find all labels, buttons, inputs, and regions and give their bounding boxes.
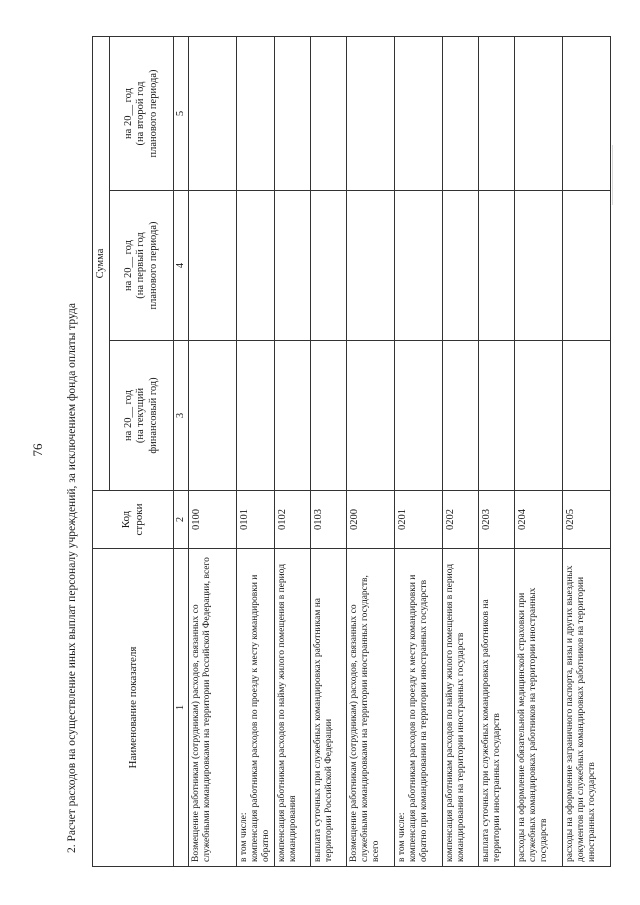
row-name-cell: [562, 549, 610, 867]
column-number: 2: [174, 491, 189, 549]
year-current-line1: на 20__ год: [122, 390, 134, 441]
row-name-cell: [346, 549, 394, 867]
section-title: 2. Расчет расходов на осуществление иных выплат персоналу учреждений, за исключением фонда оплаты труда: [66, 303, 78, 853]
header-year-current: [110, 341, 174, 491]
amount-cell: [442, 341, 478, 491]
year-current-line2: (на текущий: [135, 387, 147, 444]
row-name: компенсация работникам расходов по найму жилого помещения в период командирования на территории иностранных государств: [444, 563, 466, 862]
row-name: компенсация работникам расходов по найму жилого помещения в период командирования: [276, 563, 298, 862]
page-number: 76: [30, 443, 45, 457]
amount-cell: [562, 36, 610, 190]
row-name-cell: [237, 549, 275, 867]
year-first-line2: (на первый год: [135, 232, 147, 299]
expense-table: [92, 36, 611, 867]
row-name-cell: [478, 549, 514, 867]
amount-cell: [310, 341, 346, 491]
header-code: Код строки: [93, 491, 174, 549]
amount-cell: [394, 341, 442, 491]
column-number: 3: [174, 341, 189, 491]
column-number: 4: [174, 191, 189, 341]
row-code: 0103: [310, 491, 346, 549]
amount-cell: [237, 191, 275, 341]
table-row: [189, 36, 237, 866]
row-code: 0204: [514, 491, 562, 549]
row-code: 0200: [346, 491, 394, 549]
amount-cell: [346, 191, 394, 341]
row-code: 0102: [274, 491, 310, 549]
row-code: 0203: [478, 491, 514, 549]
year-second-line2: (на второй год: [135, 81, 147, 146]
column-number: 1: [174, 549, 189, 867]
amount-cell: [274, 191, 310, 341]
table-row: [478, 36, 514, 866]
amount-cell: [346, 36, 394, 190]
row-name: Возмещение работникам (сотрудникам) расходов, связанных со служебными командировками на территории Российской Федерации, всего: [191, 557, 213, 862]
row-code: 0101: [237, 491, 275, 549]
row-name-cell: [514, 549, 562, 867]
amount-cell: [394, 191, 442, 341]
amount-cell: [478, 341, 514, 491]
row-code: 0205: [562, 491, 610, 549]
row-name-cell: [442, 549, 478, 867]
header-name: Наименование показателя: [93, 549, 174, 867]
row-code: 0201: [394, 491, 442, 549]
row-prefix: в том числе:: [239, 812, 250, 862]
year-current-line3: финансовый год): [147, 377, 159, 454]
row-name: расходы на оформление заграничного паспорта, визы и других выездных документов при служебных командировках работников на территории иностранных государств: [564, 565, 597, 862]
amount-cell: [310, 191, 346, 341]
header-year-second: [110, 36, 174, 190]
row-name-cell: [189, 549, 237, 867]
header-row-1: [93, 36, 110, 866]
header-sum: Сумма: [93, 36, 110, 490]
table-row: [442, 36, 478, 866]
amount-cell: [478, 191, 514, 341]
amount-cell: [346, 341, 394, 491]
amount-cell: [189, 191, 237, 341]
amount-cell: [274, 36, 310, 190]
table-row: [310, 36, 346, 866]
row-name-cell: [310, 549, 346, 867]
row-code: 0202: [442, 491, 478, 549]
amount-cell: [442, 191, 478, 341]
row-name: выплата суточных при служебных командировках работникам на территории Российской Федерации: [312, 597, 334, 862]
year-second-line3: планового периода): [147, 69, 159, 158]
table-row: [274, 36, 310, 866]
amount-cell: [189, 36, 237, 190]
year-first-line1: на 20__ год: [122, 240, 134, 291]
row-name-cell: [394, 549, 442, 867]
table-row: [394, 36, 442, 866]
amount-cell: [274, 341, 310, 491]
scan-artifact: [612, 145, 613, 205]
amount-cell: [562, 191, 610, 341]
table-row: [514, 36, 562, 866]
row-name-cell: [274, 549, 310, 867]
column-number: 5: [174, 36, 189, 190]
amount-cell: [562, 341, 610, 491]
row-name: расходы на оформление обязательной медицинской страховки при служебных командировках работников на территории иностранных государств: [516, 587, 549, 862]
row-prefix: в том числе:: [396, 812, 407, 862]
row-name: компенсация работникам расходов по проезду к месту командировки и обратно при командировании на территории иностранных государств: [407, 574, 429, 862]
header-year-first: [110, 191, 174, 341]
amount-cell: [514, 36, 562, 190]
row-code: 0100: [189, 491, 237, 549]
amount-cell: [237, 36, 275, 190]
year-first-line3: планового периода): [147, 221, 159, 310]
amount-cell: [189, 341, 237, 491]
amount-cell: [478, 36, 514, 190]
table-row: [562, 36, 610, 866]
amount-cell: [310, 36, 346, 190]
amount-cell: [514, 191, 562, 341]
table-row: [237, 36, 275, 866]
column-number-row: [174, 36, 189, 866]
table-row: [346, 36, 394, 866]
amount-cell: [442, 36, 478, 190]
row-name: Возмещение работникам (сотрудникам) расходов, связанных со служебными командировками на территории иностранных государств, всего: [348, 575, 381, 862]
year-second-line1: на 20__ год: [122, 88, 134, 139]
row-name: компенсация работникам расходов по проезду к месту командировки и обратно: [250, 574, 271, 862]
amount-cell: [394, 36, 442, 190]
row-name: выплата суточных при служебных командировках работников на территории иностранных государств: [480, 599, 502, 862]
amount-cell: [514, 341, 562, 491]
amount-cell: [237, 341, 275, 491]
